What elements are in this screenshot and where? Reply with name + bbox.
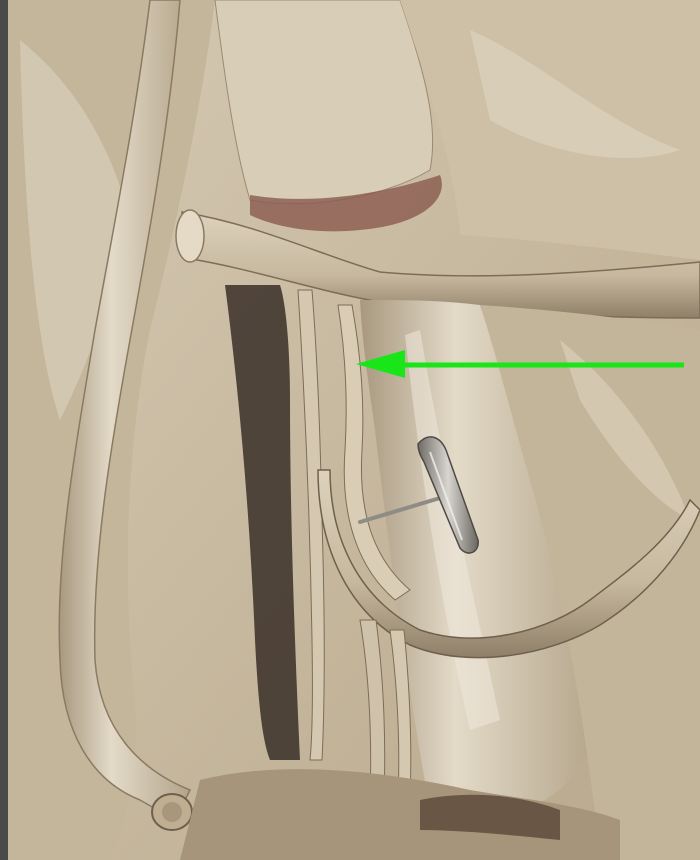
upper-tendon-sheet — [215, 0, 433, 204]
vessel-cut-lumen — [162, 802, 182, 822]
horizontal-vessel-cut-end — [176, 210, 204, 262]
